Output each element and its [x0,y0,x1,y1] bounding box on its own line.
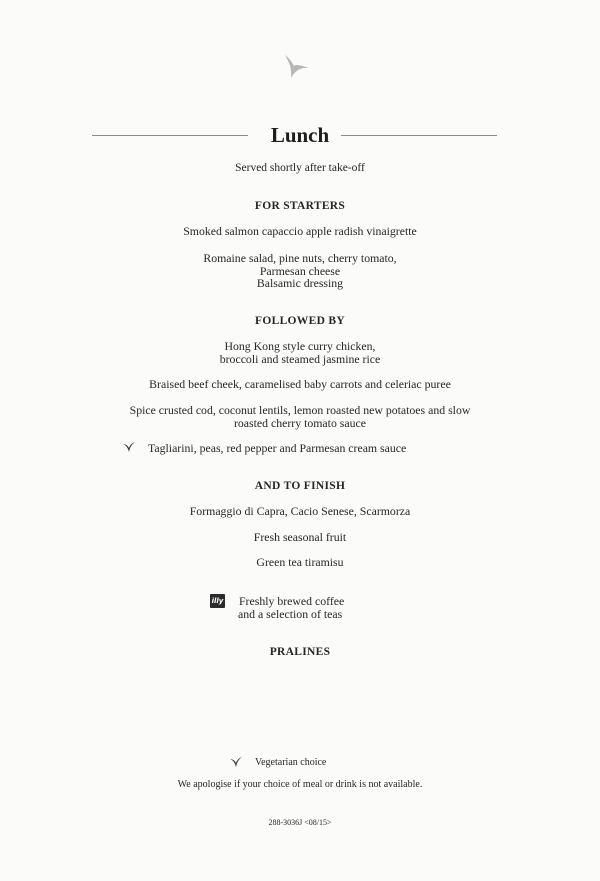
menu-item-line: Parmesan cheese [259,263,341,278]
menu-subtitle: Served shortly after take-off [235,162,365,174]
title-row [0,121,600,151]
menu-item: Spice crusted cod, coconut lentils, lemon roasted new potatoes and slow [129,403,471,417]
menu-title: Lunch [270,123,330,147]
apology-note: We apologise if your choice of meal or drink is not available. [177,779,423,790]
menu-item: Formaggio di Capra, Cacio Senese, Scarmorza [189,504,411,518]
menu-item: Fresh seasonal fruit [253,530,347,544]
section-heading-dessert: AND TO FINISH [254,480,346,492]
menu-item-coffee: Freshly brewed coffee [239,594,345,608]
section-heading-starters: FOR STARTERS [254,200,346,212]
menu-item-line: roasted cherry tomato sauce [233,415,366,430]
illy-logo-icon: illy [210,594,225,608]
section-heading-mains: FOLLOWED BY [255,315,345,327]
menu-item-line: Balsamic dressing [256,276,344,290]
menu-item: Hong Kong style curry chicken, [224,339,376,353]
menu-item-coffee-line: and a selection of teas [238,606,343,621]
menu-item-vegetarian: Tagliarini, peas, red pepper and Parmesan cream sauce [148,441,407,455]
menu-item: Braised beef cheek, caramelised baby carrots and celeriac puree [149,377,451,391]
leaf-icon [229,756,243,768]
section-heading-pralines: PRALINES [269,646,331,658]
vegetarian-legend: Vegetarian choice [255,757,327,768]
menu-item: Romaine salad, pine nuts, cherry tomato, [203,251,397,265]
menu-item-line: broccoli and steamed jasmine rice [219,351,381,366]
menu-item: Smoked salmon capaccio apple radish vinaigrette [183,224,417,238]
menu-item: Green tea tiramisu [256,555,344,569]
leaf-icon [122,441,136,453]
title-rule-right [341,135,497,136]
menu-code: 288-3036J <08/15> [268,818,332,827]
brushwing-logo-icon [282,54,310,80]
